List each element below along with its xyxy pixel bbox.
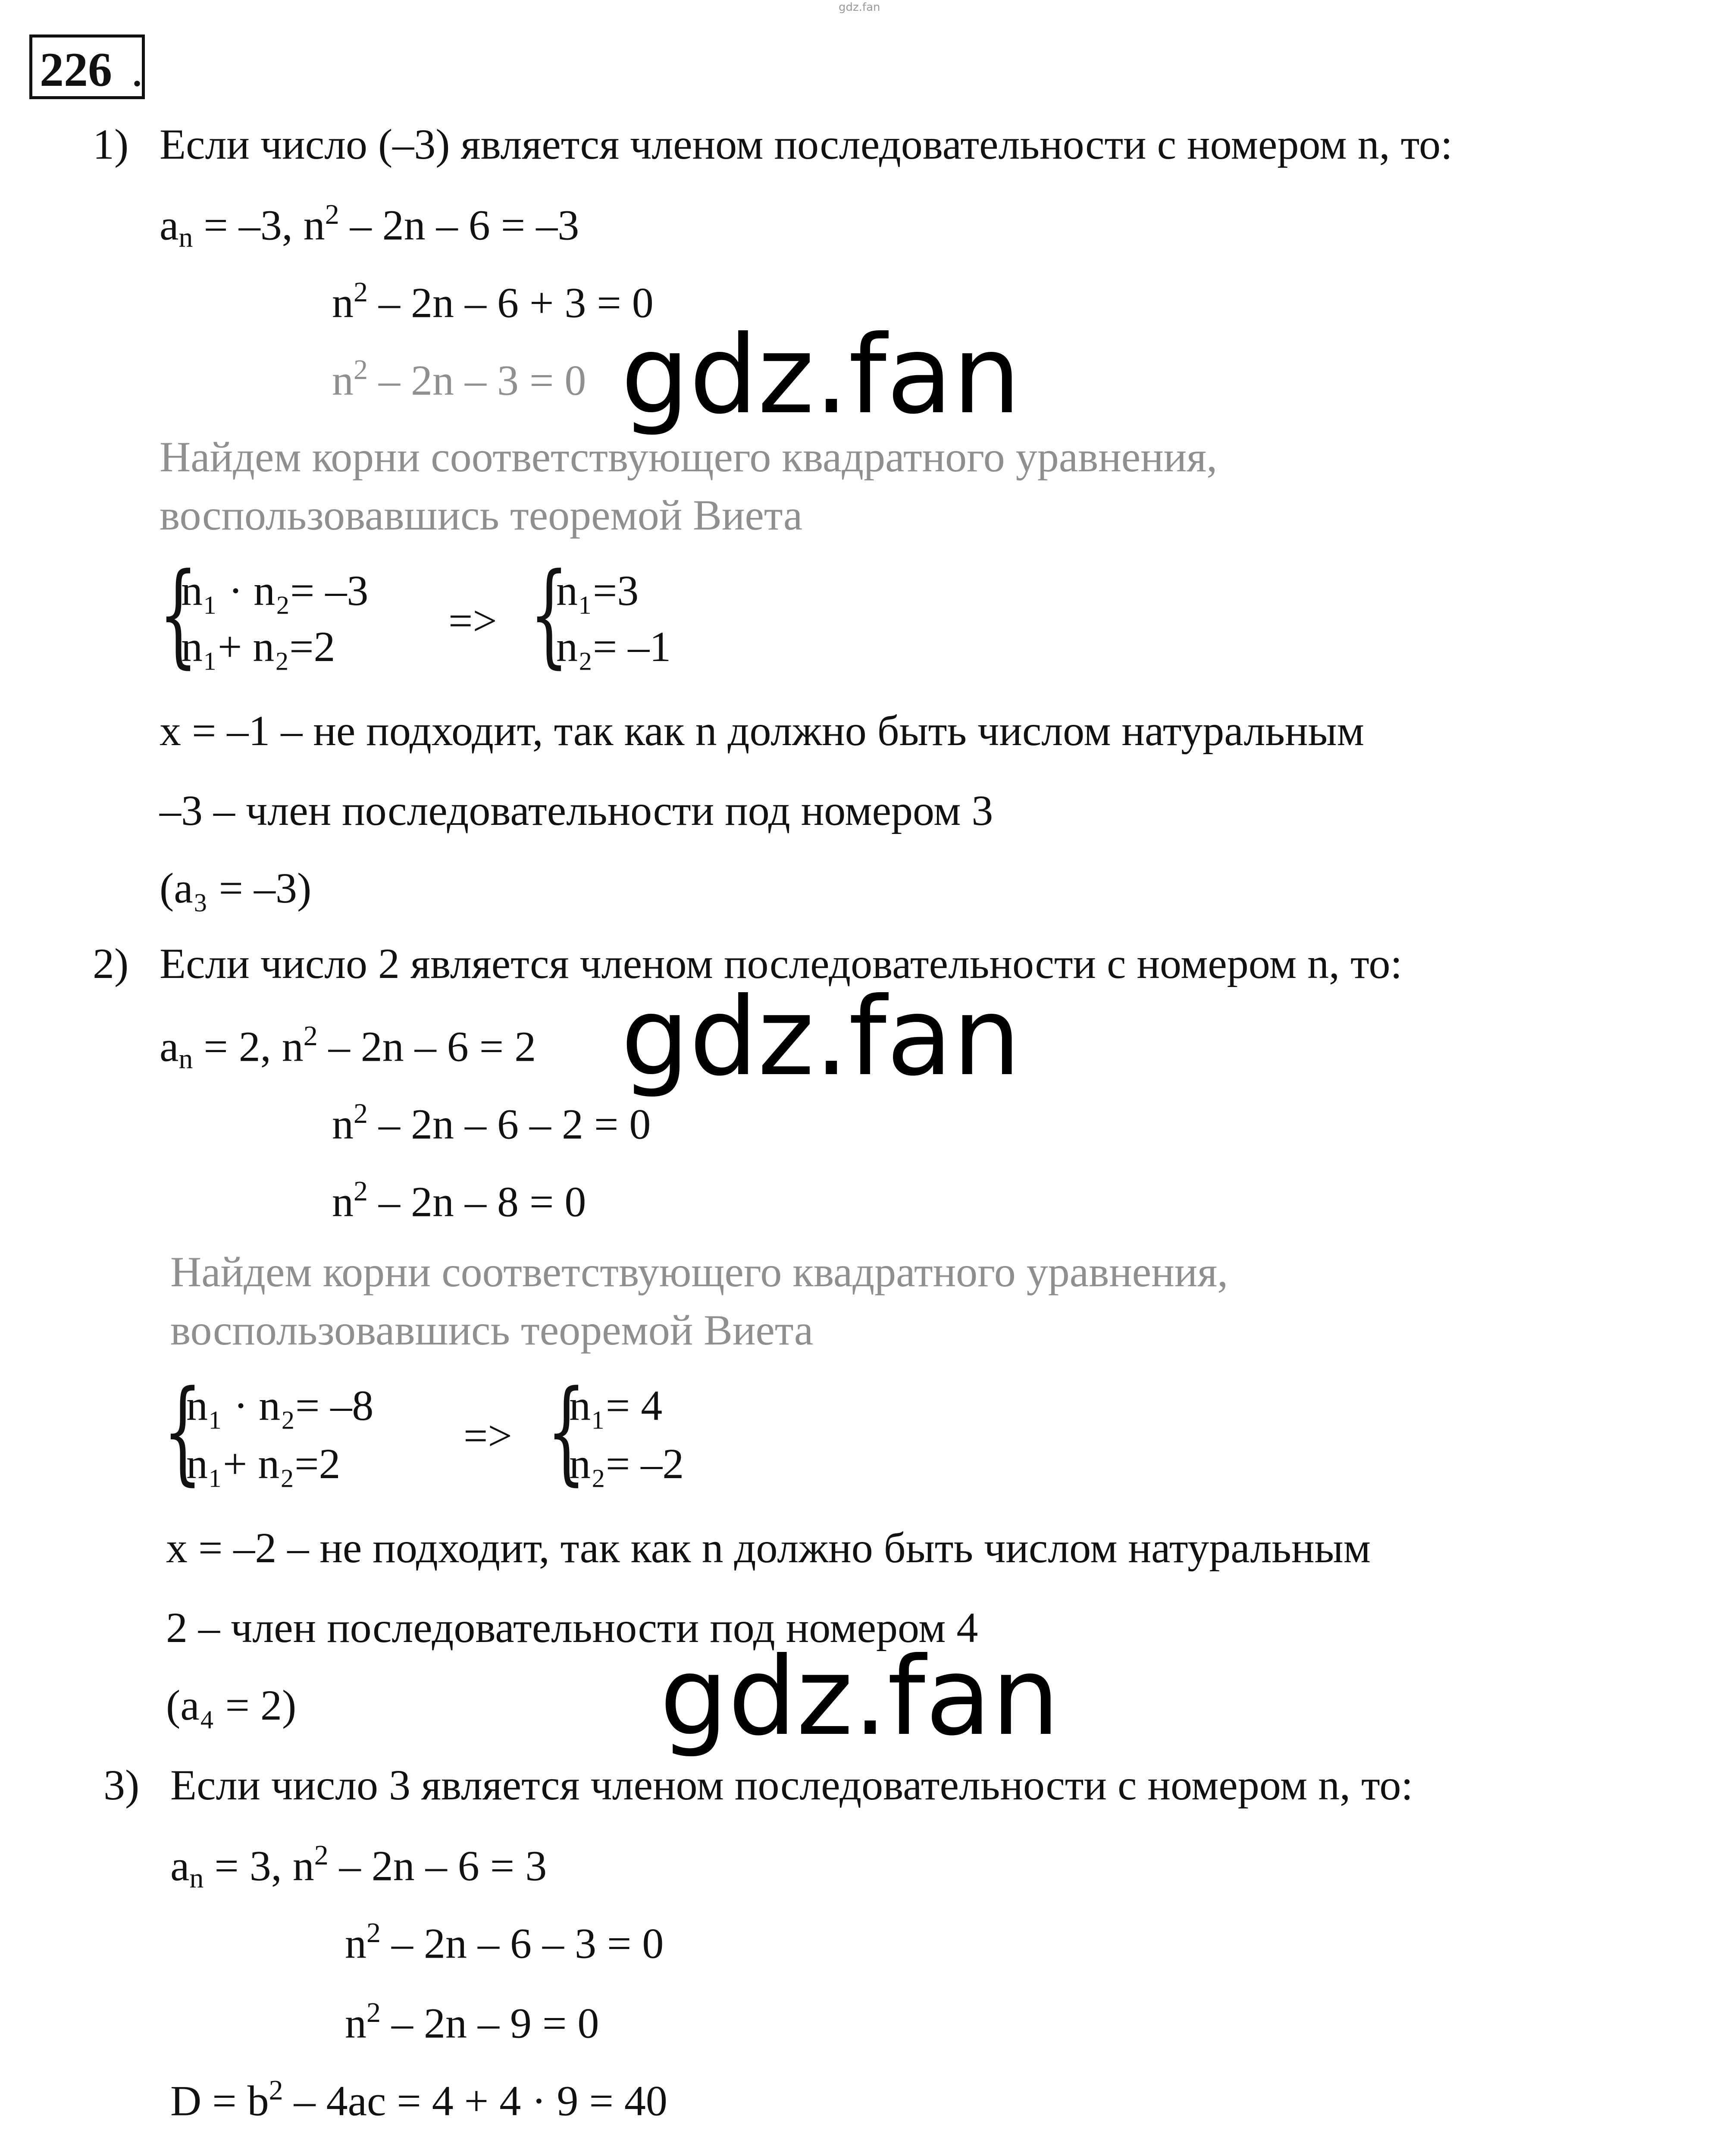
system-brace: { xyxy=(159,549,198,680)
answer-text: (a₄ = 2) xyxy=(166,1681,297,1729)
section-intro: Если число (–3) является членом последовательности с номером n, то: xyxy=(160,120,1453,168)
equation-line: $n^2 - 2n - 6 - 3 = 0$ xyxy=(345,1917,664,1968)
equation-line: $n^2 - 2n - 9 = 0$ xyxy=(345,1997,599,2047)
system-brace: { xyxy=(163,1366,202,1497)
problem-number-dot: . xyxy=(131,43,143,97)
section-marker: 1) xyxy=(93,120,129,168)
equation-line: $a_n = -3$, $n^2 - 2n - 6 = -3$ xyxy=(160,199,579,253)
header-tag: gdz.fan xyxy=(839,1,880,14)
equation-line: $n^2 - 2n - 8 = 0$ xyxy=(332,1175,586,1226)
answer-text: (a₃ = –3) xyxy=(160,864,312,912)
implies-arrow: => xyxy=(448,597,497,645)
problem-number: 226 xyxy=(40,43,112,97)
section-intro: Если число 3 является членом последовательности с номером n, то: xyxy=(170,1761,1413,1809)
system-equation: n₁ · n₂= –8 xyxy=(186,1382,374,1429)
equation-line: $n^2 - 2n - 6 + 3 = 0$ xyxy=(332,276,654,327)
solution-value: n₁=3 xyxy=(556,567,639,614)
section-marker: 3) xyxy=(103,1761,140,1809)
conclusion-text: –3 – член последовательности под номером 3 xyxy=(160,787,993,834)
solution-value: n₂= –2 xyxy=(569,1440,684,1488)
section-intro: Если число 2 является членом последовательности с номером n, то: xyxy=(160,940,1403,987)
system-equation: n₁+ n₂=2 xyxy=(186,1440,341,1488)
watermark: gdz.fan xyxy=(621,312,1021,438)
equation-line: $a_n = 2$, $n^2 - 2n - 6 = 2$ xyxy=(160,1020,536,1075)
conclusion-text: 2 – член последовательности под номером 4 xyxy=(166,1604,978,1651)
equation-line: $n^2 - 2n - 6 - 2 = 0$ xyxy=(332,1098,651,1148)
hint-text: воспользовавшись теоремой Виета xyxy=(160,491,803,539)
system-brace: { xyxy=(547,1366,586,1497)
watermark: gdz.fan xyxy=(660,1634,1060,1759)
hint-text: воспользовавшись теоремой Виета xyxy=(170,1306,814,1354)
system-equation: n₁+ n₂=2 xyxy=(181,623,335,671)
section-marker: 2) xyxy=(93,940,129,987)
solution-value: n₂= –1 xyxy=(556,623,671,671)
system-equation: n₁ · n₂= –3 xyxy=(181,567,369,614)
watermark: gdz.fan xyxy=(621,974,1021,1100)
implies-arrow: => xyxy=(463,1412,512,1460)
system-brace: { xyxy=(529,549,569,680)
hint-text: Найдем корни соответствующего квадратного уравнения, xyxy=(160,433,1218,481)
hint-text: Найдем корни соответствующего квадратного уравнения, xyxy=(170,1248,1228,1296)
discriminant-line: $D = b^2 - 4ac = 4 + 4 \cdot 9 = 40$ xyxy=(170,2075,667,2125)
rejection-text: x = –1 – не подходит, так как n должно быть числом натуральным xyxy=(160,707,1364,755)
equation-line: $n^2 - 2n - 3 = 0$ xyxy=(332,354,586,404)
rejection-text: x = –2 – не подходит, так как n должно быть числом натуральным xyxy=(166,1524,1371,1572)
equation-line: $a_n = 3$, $n^2 - 2n - 6 = 3$ xyxy=(170,1839,547,1894)
solution-value: n₁= 4 xyxy=(569,1382,663,1429)
